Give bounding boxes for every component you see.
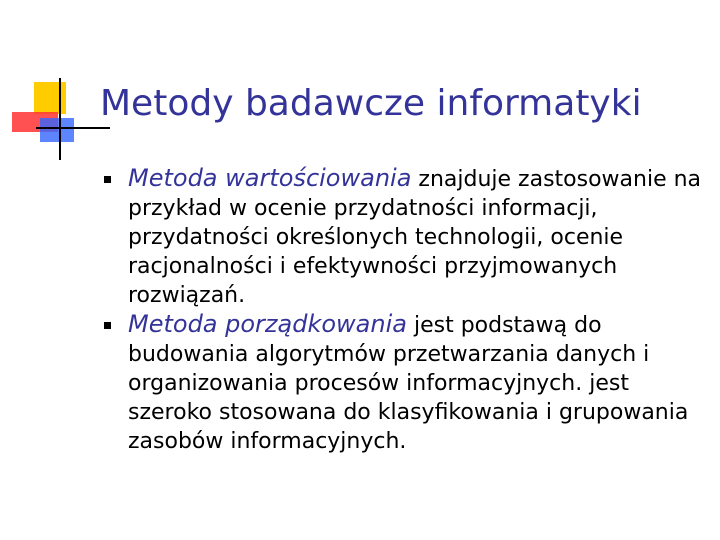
square-bullet-icon (104, 176, 111, 183)
logo-blue-square (40, 118, 74, 142)
square-bullet-icon (104, 322, 111, 329)
slide-title: Metody badawcze informatyki (100, 83, 642, 124)
bullet-item-ordering-method (104, 310, 704, 456)
logo-yellow-square (34, 82, 66, 114)
bullet-term: Metoda porządkowania (128, 310, 407, 338)
bullet-term: Metoda wartościowania (128, 164, 412, 192)
bullet-text: jest podstawą do budowania algorytmów przetwarzania danych i organizowania procesów informacyjnych. jest szeroko stosowana do klasyfikowania i grupowania zasobów informacyjnych. (128, 313, 689, 454)
bullet-text: znajduje zastosowanie na przykład w ocenie przydatności informacji, przydatności określonych technologii, ocenie racjonalności i efektywności przyjmowanych rozwiązań. (128, 167, 702, 308)
bullet-list (104, 164, 704, 456)
bullet-item-valuation-method (104, 164, 704, 310)
